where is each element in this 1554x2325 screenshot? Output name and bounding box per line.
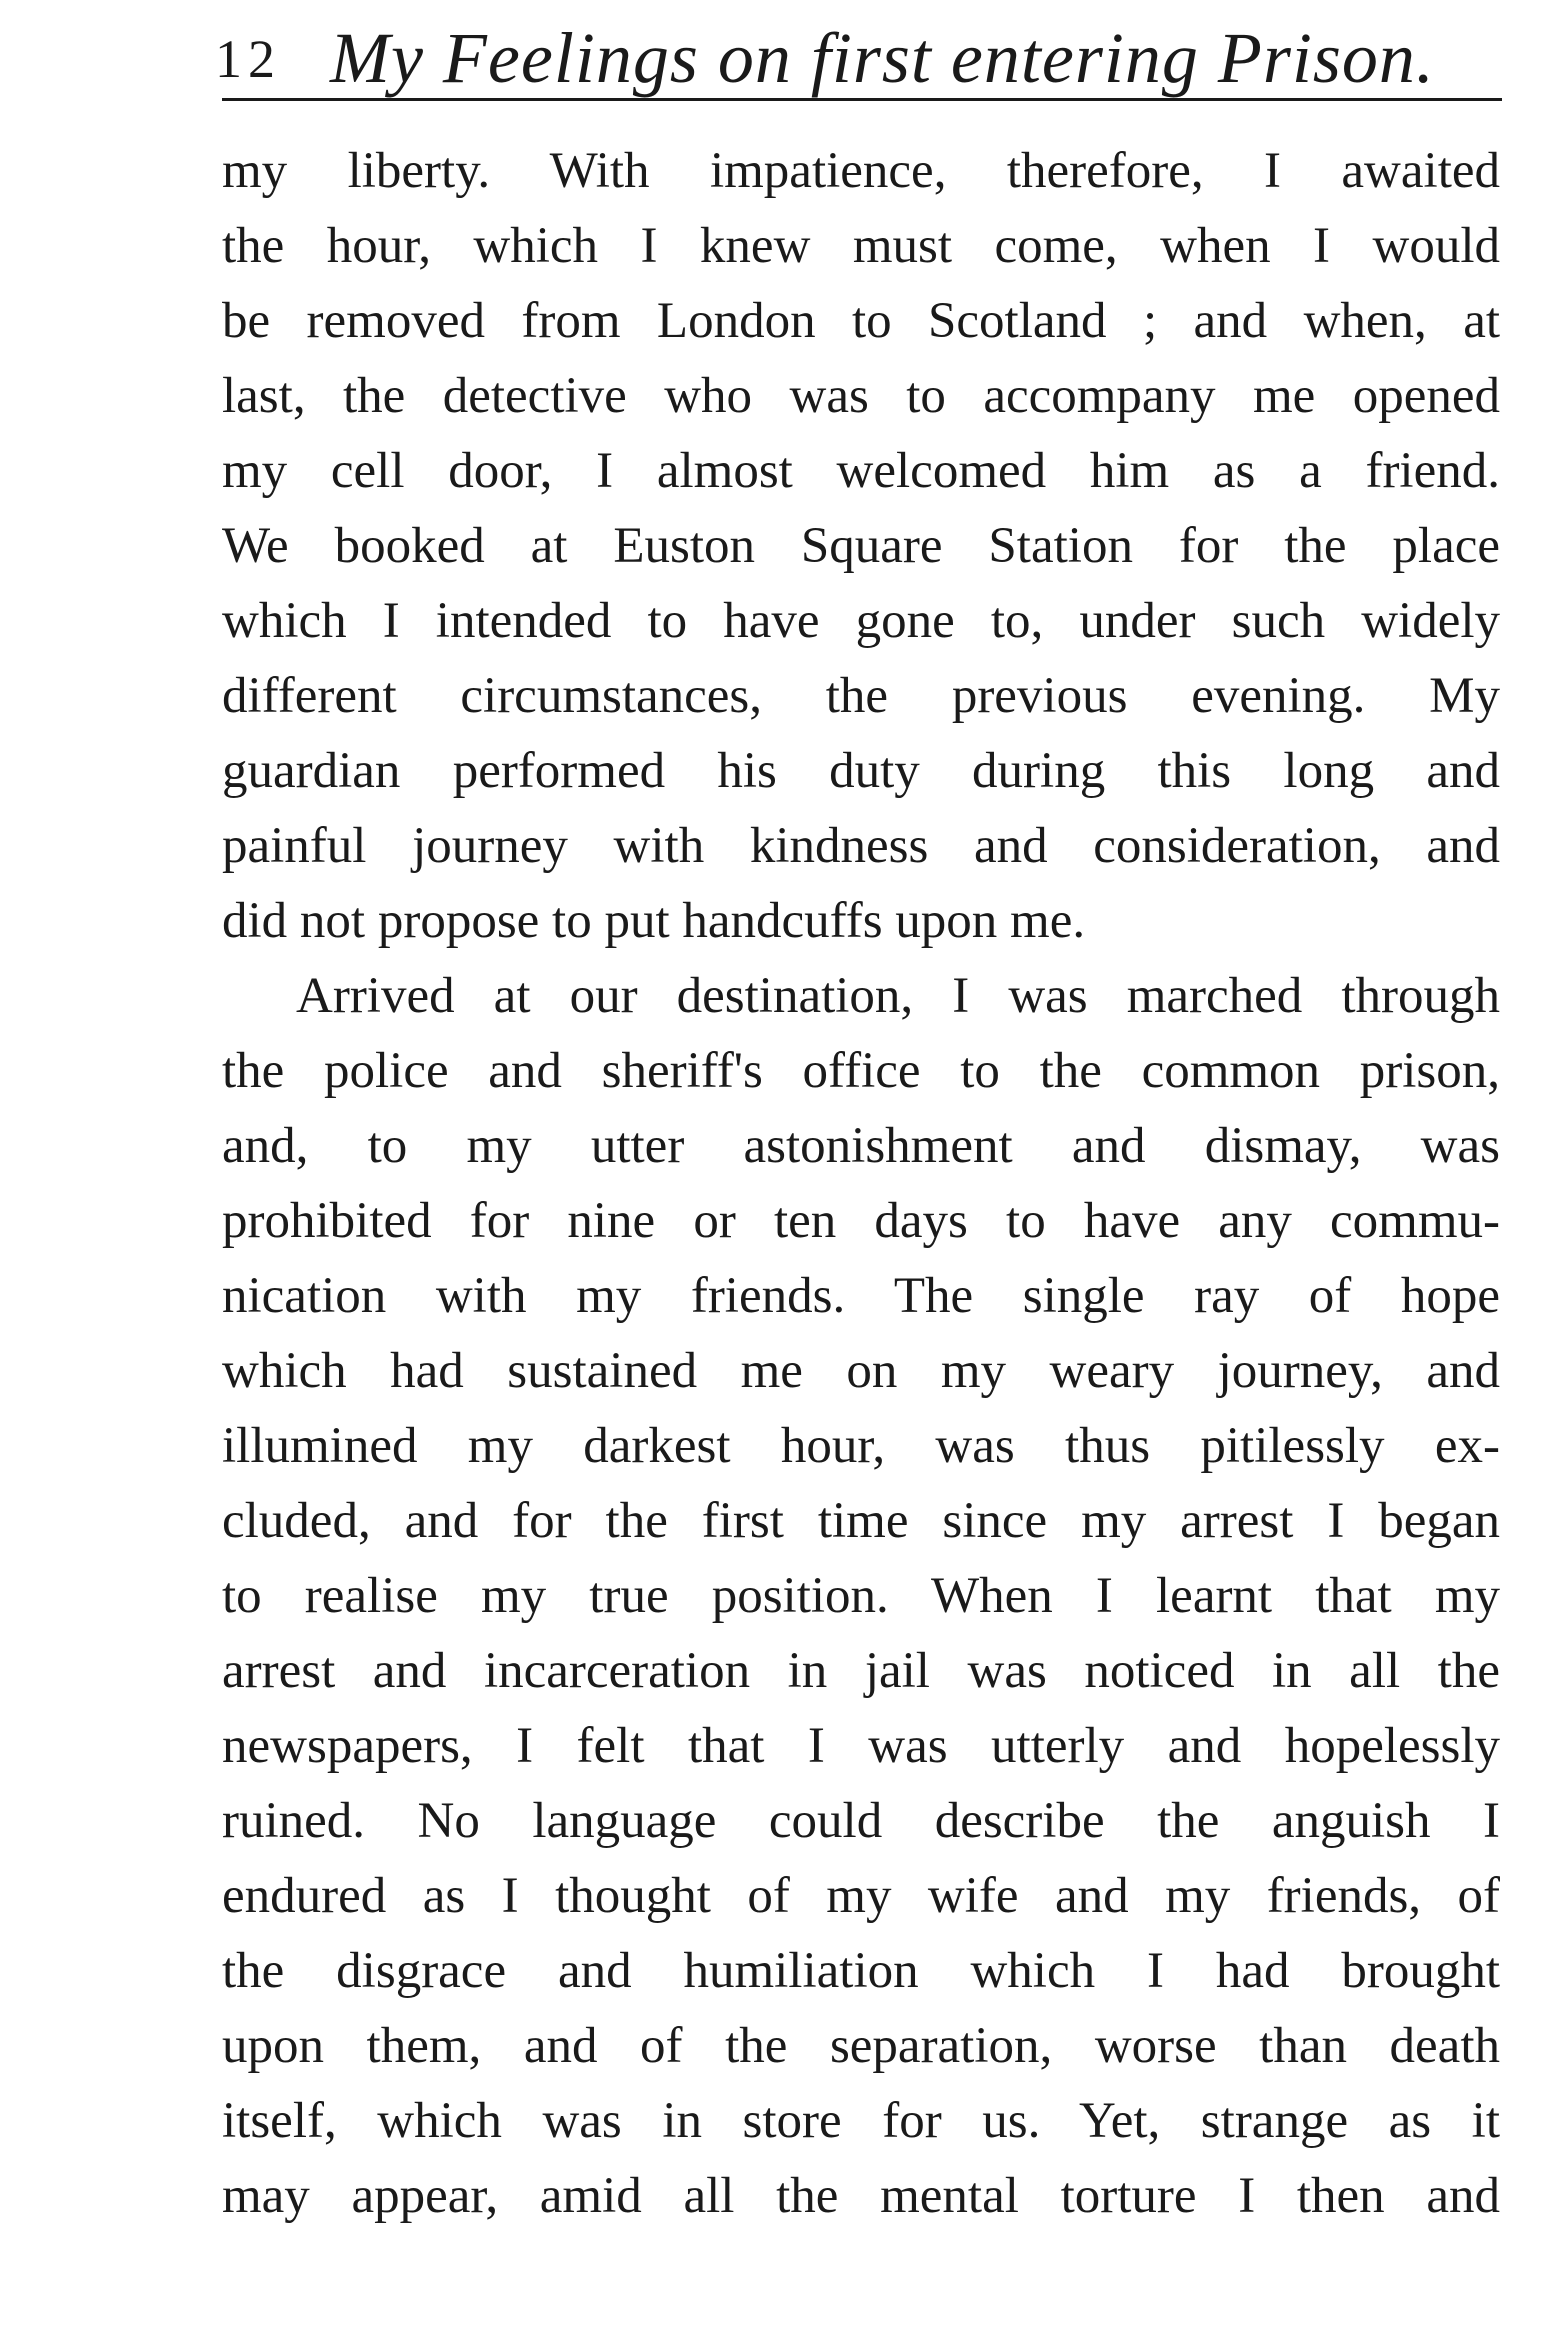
text-line: the disgrace and humiliation which I had brought [222, 1943, 1500, 1999]
body-text [222, 134, 1500, 2234]
text-line: cluded, and for the first time since my arrest I began [222, 1493, 1500, 1549]
text-line: be removed from London to Scotland ; and when, at [222, 293, 1500, 349]
text-line: the police and sheriff's office to the common prison, [222, 1043, 1500, 1099]
text-line: my cell door, I almost welcomed him as a friend. [222, 443, 1500, 499]
text-line: prohibited for nine or ten days to have any commu- [222, 1193, 1500, 1249]
text-line: upon them, and of the separation, worse than death [222, 2018, 1500, 2074]
text-line: We booked at Euston Square Station for the place [222, 518, 1500, 574]
text-line: the hour, which I knew must come, when I would [222, 218, 1500, 274]
text-line: my liberty. With impatience, therefore, I awaited [222, 143, 1500, 199]
text-line: guardian performed his duty during this long and [222, 743, 1500, 799]
text-line: Arrived at our destination, I was marched through [296, 968, 1500, 1024]
text-line: to realise my true position. When I learnt that my [222, 1568, 1500, 1624]
text-line: painful journey with kindness and consideration, and [222, 818, 1500, 874]
text-line: newspapers, I felt that I was utterly and hopelessly [222, 1718, 1500, 1774]
text-line: nication with my friends. The single ray of hope [222, 1268, 1500, 1324]
text-line: last, the detective who was to accompany me opened [222, 368, 1500, 424]
text-line: arrest and incarceration in jail was noticed in all the [222, 1643, 1500, 1699]
text-line: may appear, amid all the mental torture I then and [222, 2168, 1500, 2224]
paragraph-1 [222, 134, 1500, 959]
text-line: which had sustained me on my weary journey, and [222, 1343, 1500, 1399]
running-head [215, 18, 1495, 108]
text-line: endured as I thought of my wife and my friends, of [222, 1868, 1500, 1924]
text-line: did not propose to put handcuffs upon me. [222, 893, 1086, 949]
text-line: ruined. No language could describe the anguish I [222, 1793, 1500, 1849]
text-line: illumined my darkest hour, was thus pitilessly ex- [222, 1418, 1500, 1474]
text-line: itself, which was in store for us. Yet, strange as it [222, 2093, 1500, 2149]
header-rule [222, 98, 1502, 101]
running-title: My Feelings on first entering Prison. [330, 18, 1435, 98]
text-line: which I intended to have gone to, under such widely [222, 593, 1500, 649]
page-number: 12 [215, 29, 281, 89]
paragraph-2 [222, 959, 1500, 2234]
text-line: different circumstances, the previous evening. My [222, 668, 1500, 724]
text-line: and, to my utter astonishment and dismay, was [222, 1118, 1500, 1174]
